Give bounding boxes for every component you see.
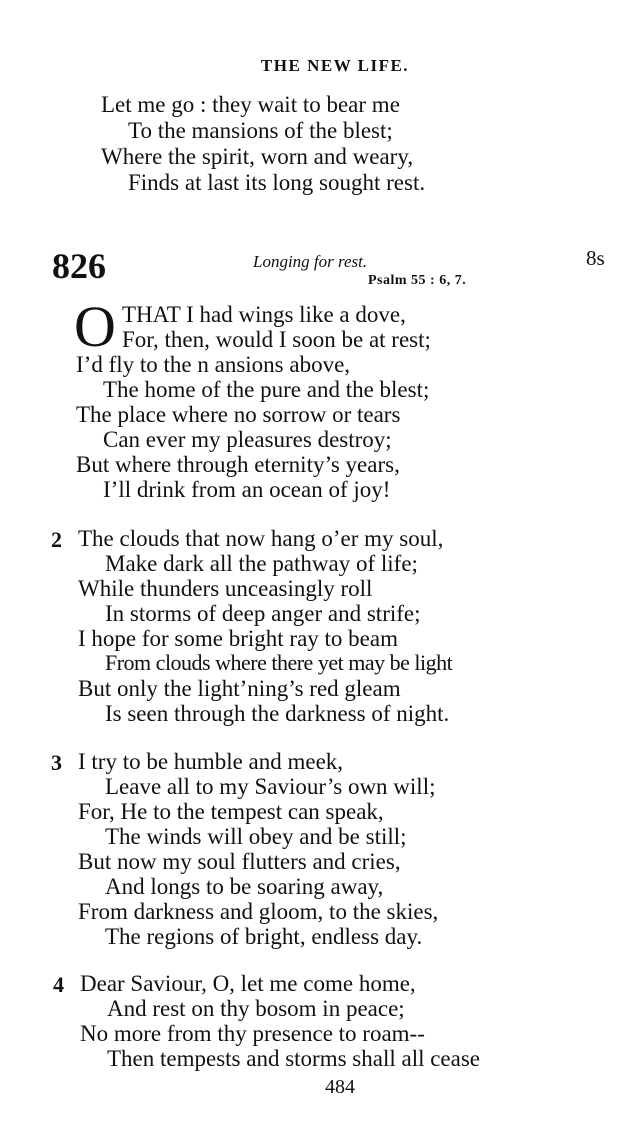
hymn-number: 826	[52, 246, 106, 286]
verse-line: Is seen through the darkness of night.	[105, 701, 450, 726]
verse-line: The clouds that now hang o’er my soul,	[78, 526, 444, 551]
running-head: THE NEW LIFE.	[260, 56, 410, 75]
verse-line: Can ever my pleasures destroy;	[103, 427, 392, 452]
verse-line: But where through eternity’s years,	[76, 452, 400, 477]
verse-line: But only the light’ning’s red gleam	[78, 676, 401, 701]
verse-line: The winds will obey and be still;	[105, 824, 407, 849]
verse-line: I’ll drink from an ocean of joy!	[103, 477, 391, 502]
verse-line: But now my soul flutters and cries,	[78, 849, 401, 874]
continuation-line: Where the spirit, worn and weary,	[101, 144, 414, 169]
verse-line: I hope for some bright ray to beam	[78, 626, 398, 651]
verse-line: No more from thy presence to roam--	[80, 1021, 425, 1046]
stanza-number: 2	[51, 527, 62, 552]
verse-line: I’d fly to the n ansions above,	[76, 352, 351, 377]
verse-line: And rest on thy bosom in peace;	[107, 996, 405, 1021]
hymn-meter: 8s	[586, 246, 605, 270]
verse-line: While thunders unceasingly roll	[78, 576, 373, 601]
verse-line: Then tempests and storms shall all cease	[107, 1046, 481, 1071]
scripture-reference: Psalm 55 : 6, 7.	[368, 273, 467, 288]
verse-line: Dear Saviour, O, let me come home,	[80, 971, 416, 996]
verse-line: For, He to the tempest can speak,	[78, 799, 384, 824]
page-number: 484	[325, 1076, 355, 1098]
verse-line: From clouds where there yet may be light	[105, 650, 453, 675]
verse-line: The regions of bright, endless day.	[105, 924, 423, 949]
verse-line: In storms of deep anger and strife;	[105, 601, 421, 626]
stanza-number: 4	[53, 972, 64, 997]
continuation-line: To the mansions of the blest;	[128, 118, 393, 143]
continuation-line: Finds at last its long sought rest.	[128, 170, 426, 195]
stanza-number: 3	[51, 750, 62, 775]
continuation-line: Let me go : they wait to bear me	[101, 92, 400, 117]
hymn-title: Longing for rest.	[253, 252, 368, 271]
verse-line: THAT I had wings like a dove,	[122, 302, 406, 327]
verse-line: For, then, would I soon be at rest;	[122, 327, 431, 352]
verse-line: From darkness and gloom, to the skies,	[78, 899, 439, 924]
verse-line: The home of the pure and the blest;	[103, 377, 430, 402]
verse-line: Make dark all the pathway of life;	[105, 551, 418, 576]
verse-line: I try to be humble and meek,	[78, 749, 344, 774]
verse-line: And longs to be soaring away,	[105, 874, 384, 899]
drop-cap: O	[74, 294, 116, 359]
verse-line: Leave all to my Saviour’s own will;	[105, 774, 436, 799]
verse-line: The place where no sorrow or tears	[76, 402, 401, 427]
